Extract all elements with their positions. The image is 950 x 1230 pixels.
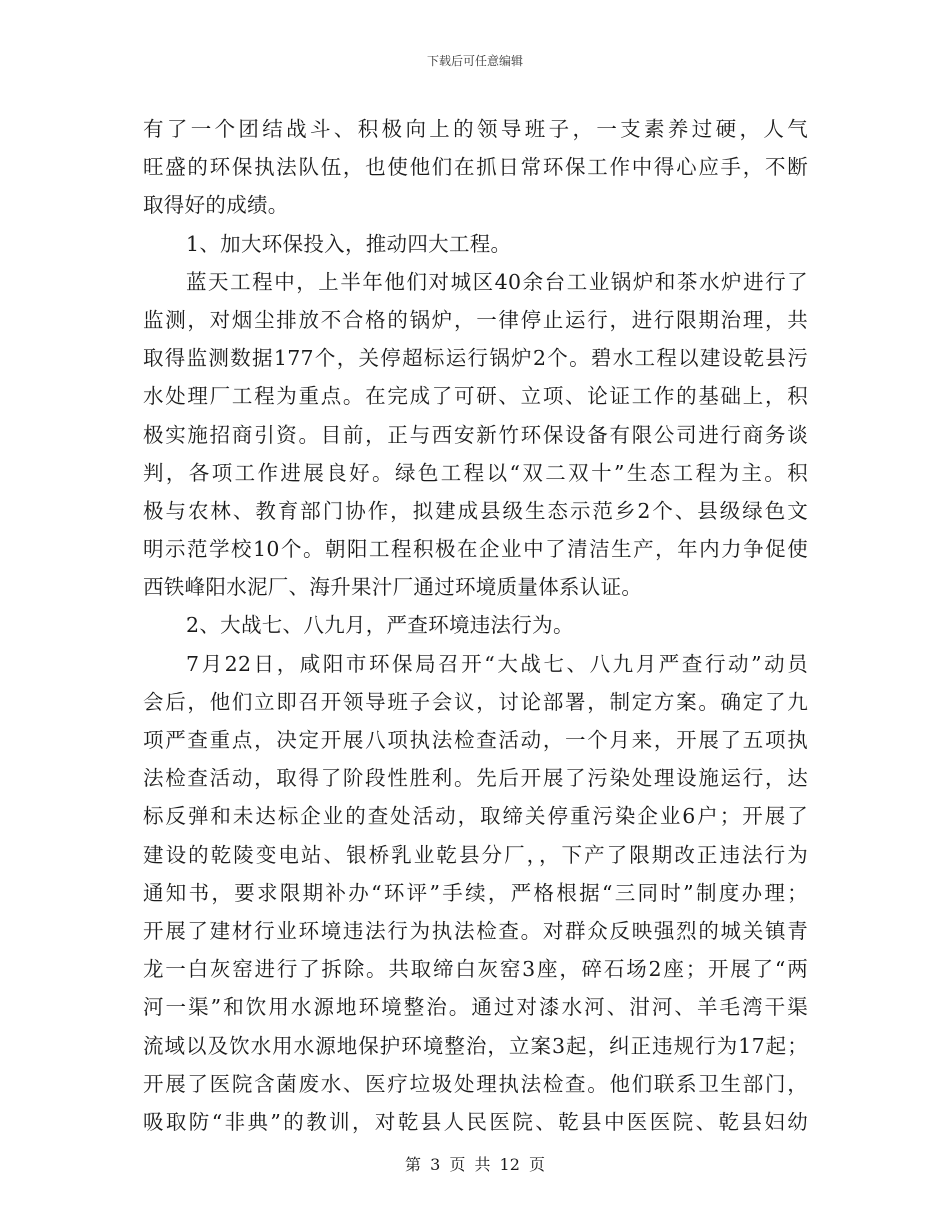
text-line: 判，各项工作进展良好。绿色工程以“双二双十”生态工程为主。积 xyxy=(143,460,808,485)
text-line: 法检查活动，取得了阶段性胜利。先后开展了污染处理设施运行，达 xyxy=(143,766,808,791)
section-heading: 2、大战七、八九月，严查环境违法行为。 xyxy=(186,613,574,638)
text-line: 会后，他们立即召开领导班子会议，讨论部署，制定方案。确定了九 xyxy=(143,689,808,714)
text-line: 7月22日，咸阳市环保局召开“大战七、八九月严查行动”动员 xyxy=(186,651,808,676)
text-line: 水处理厂工程为重点。在完成了可研、立项、论证工作的基础上，积 xyxy=(143,384,808,409)
text-line: 流域以及饮水用水源地保护环境整治，立案3起，纠正违规行为17起； xyxy=(143,1033,808,1058)
text-line: 吸取防“非典”的教训，对乾县人民医院、乾县中医医院、乾县妇幼 xyxy=(143,1109,808,1134)
text-line: 极与农林、教育部门协作，拟建成县级生态示范乡2个、县级绿色文 xyxy=(143,498,808,523)
text-line: 标反弹和未达标企业的查处活动，取缔关停重污染企业6户；开展了 xyxy=(143,804,808,829)
text-line: 取得好的成绩。 xyxy=(143,193,289,218)
text-line: 开展了建材行业环境违法行为执法检查。对群众反映强烈的城关镇青 xyxy=(143,918,808,943)
text-line: 有了一个团结战斗、积极向上的领导班子，一支素养过硬，人气 xyxy=(143,117,808,141)
text-line: 建设的乾陵变电站、银桥乳业乾县分厂，，下产了限期改正违法行为 xyxy=(143,842,808,867)
text-line: 监测，对烟尘排放不合格的锅炉，一律停止运行，进行限期治理，共 xyxy=(143,307,808,332)
text-line: 龙一白灰窑进行了拆除。共取缔白灰窑3座，碎石场2座；开展了“两 xyxy=(143,957,808,982)
text-line: 通知书，要求限期补办“环评”手续，严格根据“三同时”制度办理； xyxy=(143,880,808,905)
text-line: 开展了医院含菌废水、医疗垃圾处理执法检查。他们联系卫生部门， xyxy=(143,1071,808,1096)
text-line: 河一渠”和饮用水源地环境整治。通过对漆水河、泔河、羊毛湾干渠 xyxy=(143,995,808,1020)
text-line: 旺盛的环保执法队伍，也使他们在抓日常环保工作中得心应手，不断 xyxy=(143,155,808,180)
page-number: 第 3 页 共 12 页 xyxy=(405,1155,545,1174)
document-body xyxy=(143,110,808,1141)
text-line: 极实施招商引资。目前，正与西安新竹环保设备有限公司进行商务谈 xyxy=(143,422,808,447)
text-line: 取得监测数据177个，关停超标运行锅炉2个。碧水工程以建设乾县污 xyxy=(143,346,808,371)
text-line: 蓝天工程中，上半年他们对城区40余台工业锅炉和茶水炉进行了 xyxy=(186,269,808,294)
section-heading: 1、加大环保投入，推动四大工程。 xyxy=(186,231,512,256)
text-line: 明示范学校10个。朝阳工程积极在企业中了清洁生产，年内力争促使 xyxy=(143,537,808,562)
text-line: 西铁峰阳水泥厂、海升果汁厂通过环境质量体系认证。 xyxy=(143,575,643,600)
page-header: 下载后可任意编辑 xyxy=(426,54,523,68)
text-line: 项严查重点，决定开展八项执法检查活动，一个月来，开展了五项执 xyxy=(143,728,808,752)
